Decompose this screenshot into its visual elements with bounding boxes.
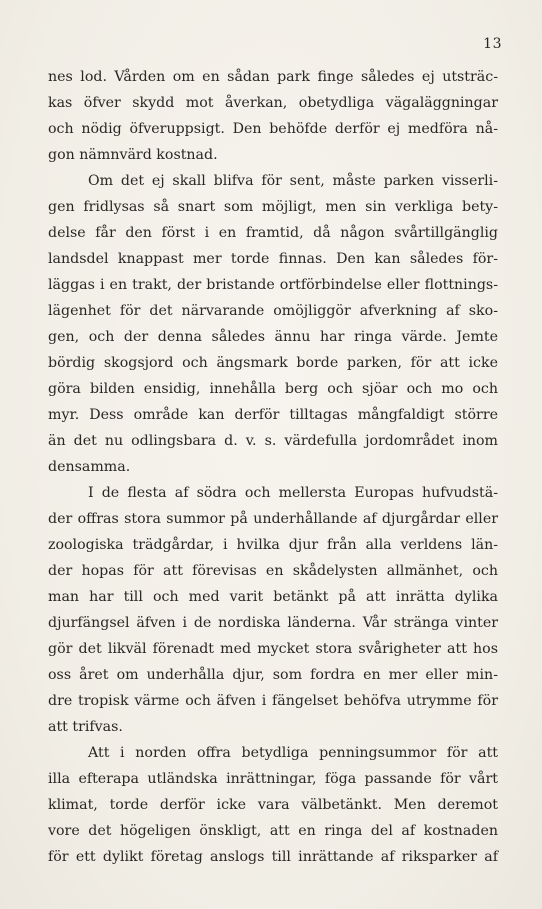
text-line: att trifvas. — [48, 719, 123, 735]
text-line: djurfängsel äfven i de nordiska länderna. Vår stränga vinter — [48, 615, 498, 631]
text-line: zoologiska trädgårdar, i hvilka djur från alla verldens län- — [48, 537, 498, 553]
text-line: gen, och der denna således ännu har ringa värde. Jemte — [48, 329, 498, 345]
text-line: illa efterapa utländska inrättningar, föga passande för vårt — [48, 771, 498, 787]
text-line: I de flesta af södra och mellersta Europas hufvudstä- — [88, 485, 498, 501]
text-line: gon nämnvärd kostnad. — [48, 147, 218, 163]
text-line: delse får den först i en framtid, då någon svårtillgänglig — [48, 225, 498, 241]
text-line: lägenhet för det närvarande omöjliggör afverkning af sko- — [48, 303, 498, 319]
text-line: man har till och med varit betänkt på att inrätta dylika — [48, 589, 498, 605]
text-line: vore det högeligen önskligt, att en ringa del af kostnaden — [48, 823, 498, 839]
text-line: kas öfver skydd mot åverkan, obetydliga vägaläggningar — [48, 95, 498, 111]
text-line: Att i norden offra betydliga penningsummor för att — [88, 745, 498, 761]
text-line: gen fridlysas så snart som möjligt, men sin verkliga bety- — [48, 199, 498, 215]
text-line: Om det ej skall blifva för sent, måste parken visserli- — [88, 173, 498, 189]
page-number: 13 — [483, 36, 502, 52]
text-line: bördig skogsjord och ängsmark borde parken, för att icke — [48, 355, 498, 371]
text-line: myr. Dess område kan derför tilltagas mångfaldigt större — [48, 407, 498, 423]
text-line: läggas i en trakt, der bristande ortförbindelse eller flottnings- — [48, 277, 498, 293]
text-line: landsdel knappast mer torde finnas. Den kan således för- — [48, 251, 498, 267]
text-line: för ett dylikt företag anslogs till inrättande af riksparker af — [48, 849, 498, 865]
text-line: och nödig öfveruppsigt. Den behöfde derför ej medföra nå- — [48, 121, 498, 137]
text-line: klimat, torde derför icke vara välbetänkt. Men deremot — [48, 797, 498, 813]
text-line: göra bilden ensidig, innehålla berg och sjöar och mo och — [48, 381, 498, 397]
text-line: der offras stora summor på underhållande af djurgårdar eller — [48, 511, 498, 527]
body-text — [48, 64, 498, 870]
text-line: dre tropisk värme och äfven i fängelset behöfva utrymme för — [48, 693, 498, 709]
text-line: densamma. — [48, 459, 131, 475]
text-line: nes lod. Vården om en sådan park finge således ej utsträc- — [48, 69, 498, 85]
text-line: gör det likväl förenadt med mycket stora svårigheter att hos — [48, 641, 498, 657]
text-line: der hopas för att förevisas en skådelysten allmänhet, och — [48, 563, 498, 579]
text-line: oss året om underhålla djur, som fordra en mer eller min- — [48, 667, 498, 683]
text-line: än det nu odlingsbara d. v. s. värdefulla jordområdet inom — [48, 433, 498, 449]
